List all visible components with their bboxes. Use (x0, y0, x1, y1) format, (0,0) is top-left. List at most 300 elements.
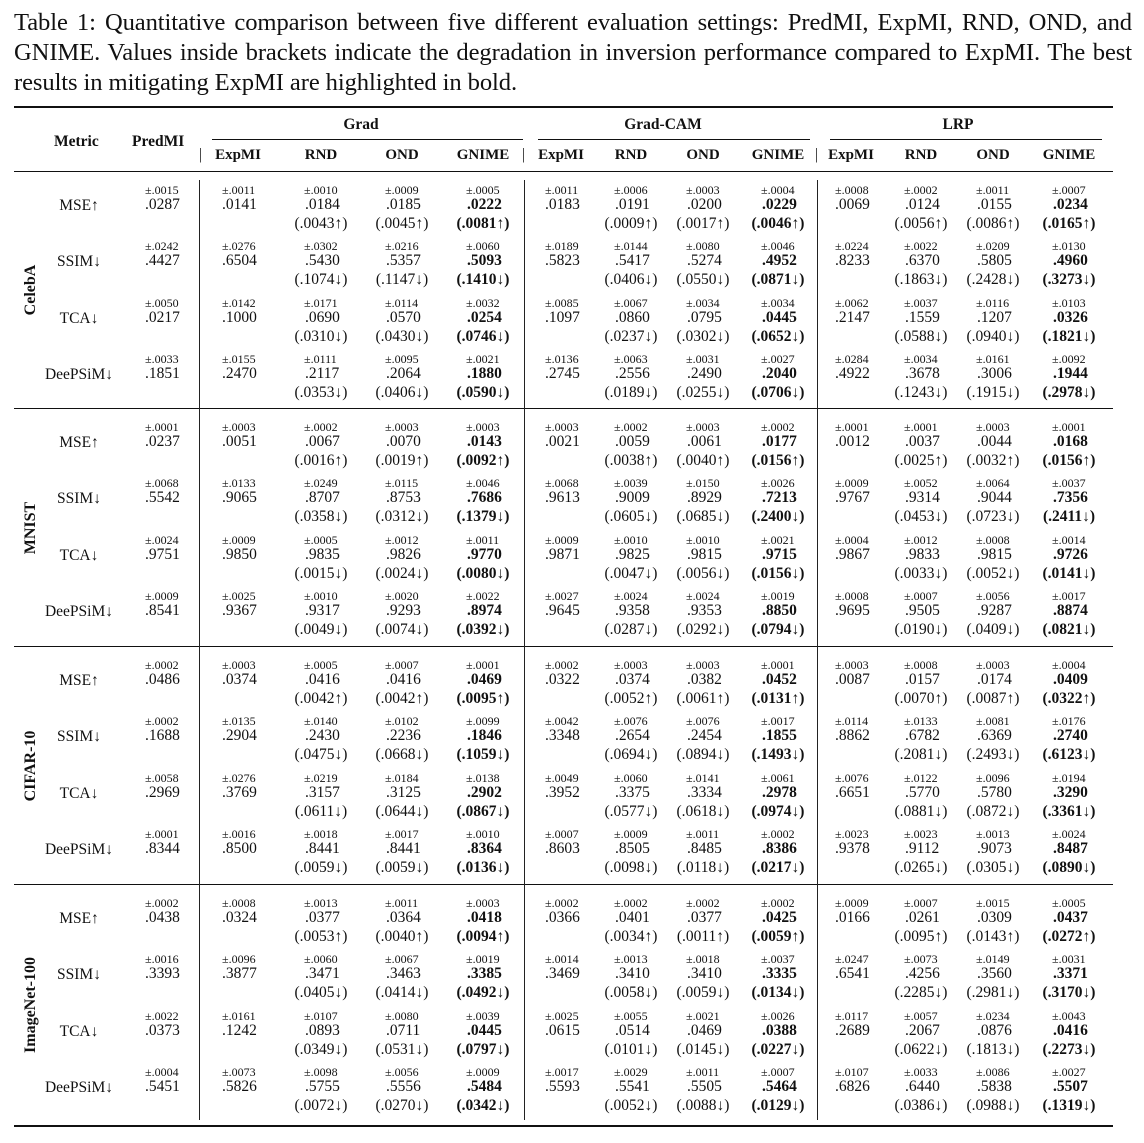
expmi-value: .2470 (222, 364, 257, 382)
ond-value: .0174 (977, 671, 1012, 688)
rnd-std: ±.0063 (614, 351, 648, 366)
gnime-degradation: (.0706↓) (751, 383, 805, 401)
rnd-value: .2430 (305, 727, 340, 745)
gnime-degradation: (.0156↓) (751, 564, 805, 582)
ond-value: .8485 (687, 839, 722, 857)
ond-degradation: (.0088↓) (676, 1096, 730, 1114)
predmi-value: .0287 (145, 196, 180, 213)
rnd-std: ±.0111 (304, 351, 337, 366)
gnime-degradation: (.3170↓) (1042, 984, 1096, 1002)
ond-degradation: (.0042↑) (375, 690, 429, 707)
ond-std: ±.0011 (686, 1064, 720, 1079)
expmi-std: ±.0096 (222, 952, 256, 967)
gnime-std: ±.0037 (1052, 476, 1086, 491)
gnime-degradation: (.0867↓) (456, 802, 510, 820)
gnime-degradation: (.0094↑) (456, 928, 510, 945)
ond-degradation: (.0406↓) (375, 383, 429, 401)
metric-column-header: Metric (54, 133, 99, 150)
ond-value: .0795 (687, 308, 722, 326)
rnd-value: .6370 (905, 252, 940, 270)
rnd-value: .9358 (615, 601, 650, 619)
ond-value: .5274 (687, 252, 722, 270)
gnime-std: ±.0017 (1052, 588, 1086, 603)
ond-std: ±.0003 (976, 658, 1010, 672)
expmi-std: ±.0062 (835, 295, 869, 310)
rnd-degradation: (.0038↑) (604, 452, 658, 469)
expmi-std: ±.0284 (835, 351, 869, 366)
expmi-std: ±.0002 (545, 658, 579, 672)
gnime-degradation: (.6123↓) (1042, 746, 1096, 764)
ond-degradation: (.0019↑) (375, 452, 429, 469)
ond-std: ±.0141 (686, 770, 720, 785)
ond-std: ±.0115 (385, 476, 419, 491)
expmi-std: ±.0009 (835, 476, 869, 491)
ond-degradation: (.1813↓) (966, 1040, 1020, 1058)
column-header-rnd: RND (904, 147, 938, 163)
expmi-value: .8233 (835, 252, 870, 270)
table-top-rule (14, 106, 1113, 108)
ond-degradation: (.0894↓) (676, 746, 730, 764)
rnd-value: .0037 (905, 433, 940, 450)
rnd-std: ±.0001 (904, 420, 938, 434)
gnime-degradation: (.0392↓) (456, 620, 510, 638)
ond-std: ±.0149 (976, 952, 1010, 967)
ond-std: ±.0011 (976, 183, 1010, 197)
dataset-label: MNIST (22, 501, 39, 554)
ond-value: .0570 (386, 308, 421, 326)
dataset-label: CelebA (22, 264, 39, 316)
ond-value: .8753 (386, 489, 421, 507)
ond-std: ±.0011 (385, 896, 419, 910)
gnime-degradation: (.0134↓) (751, 984, 805, 1002)
gnime-std: ±.0032 (466, 295, 500, 310)
ond-value: .9287 (977, 601, 1012, 619)
gnime-std: ±.0005 (466, 183, 500, 197)
metric-label: TCA↓ (59, 1022, 99, 1040)
rnd-value: .0184 (305, 196, 340, 213)
gnime-degradation: (.0652↓) (751, 327, 805, 345)
gnime-degradation: (.1379↓) (456, 508, 510, 526)
gnime-std: ±.0004 (1052, 658, 1086, 672)
expmi-std: ±.0133 (222, 476, 256, 491)
expmi-std: ±.0009 (545, 532, 579, 547)
expmi-value: .1242 (222, 1021, 257, 1039)
ond-value: .9353 (687, 601, 722, 619)
header-separator: | (522, 146, 526, 163)
group-underline (212, 139, 523, 140)
gnime-degradation: (.0590↓) (456, 383, 510, 401)
predmi-column-header: PredMI (132, 133, 185, 150)
section-rule (14, 408, 1113, 409)
rnd-value: .5417 (615, 252, 650, 270)
rnd-degradation: (.0058↓) (604, 984, 658, 1002)
gnime-std: ±.0017 (761, 714, 795, 729)
predmi-value: .5451 (145, 1077, 180, 1095)
expmi-value: .5823 (545, 252, 580, 270)
expmi-std: ±.0003 (545, 420, 579, 434)
gnime-degradation: (.0227↓) (751, 1040, 805, 1058)
rnd-value: .0261 (905, 909, 940, 926)
ond-degradation: (.0430↓) (375, 327, 429, 345)
expmi-value: .6651 (835, 783, 870, 801)
gnime-degradation: (.0342↓) (456, 1096, 510, 1114)
expmi-value: .1000 (222, 308, 257, 326)
expmi-std: ±.0003 (222, 658, 256, 672)
rnd-degradation: (.0052↓) (604, 1096, 658, 1114)
rnd-degradation: (.0611↓) (294, 802, 348, 820)
gnime-value: .1855 (762, 727, 797, 745)
rnd-std: ±.0005 (304, 658, 338, 672)
predmi-value: .8541 (145, 601, 180, 619)
rnd-std: ±.0034 (904, 351, 938, 366)
expmi-std: ±.0049 (545, 770, 579, 785)
ond-std: ±.0095 (385, 351, 419, 366)
expmi-value: .5826 (222, 1077, 257, 1095)
rnd-std: ±.0037 (904, 295, 938, 310)
rnd-std: ±.0018 (304, 826, 338, 841)
ond-value: .9073 (977, 839, 1012, 857)
gnime-std: ±.0130 (1052, 239, 1086, 254)
expmi-std: ±.0007 (545, 826, 579, 841)
rnd-degradation: (.0072↓) (294, 1096, 348, 1114)
expmi-value: .0021 (545, 433, 580, 450)
gnime-value: .2040 (762, 364, 797, 382)
rnd-degradation: (.0190↓) (894, 620, 948, 638)
rnd-degradation: (.0049↓) (294, 620, 348, 638)
ond-std: ±.0021 (686, 1008, 720, 1023)
gnime-value: .0388 (762, 1021, 797, 1039)
rnd-degradation: (.0042↑) (294, 690, 348, 707)
rnd-std: ±.0010 (304, 588, 338, 603)
rnd-value: .2067 (905, 1021, 940, 1039)
gnime-degradation: (.2273↓) (1042, 1040, 1096, 1058)
ond-degradation: (.0011↑) (676, 928, 730, 945)
gnime-std: ±.0046 (466, 476, 500, 491)
expmi-std: ±.0247 (835, 952, 869, 967)
gnime-value: .3385 (467, 965, 502, 983)
ond-degradation: (.0056↓) (676, 564, 730, 582)
rnd-std: ±.0002 (614, 896, 648, 910)
ond-value: .2236 (386, 727, 421, 745)
ond-value: .0469 (687, 1021, 722, 1039)
gnime-std: ±.0099 (466, 714, 500, 729)
rnd-std: ±.0013 (614, 952, 648, 967)
ond-value: .0044 (977, 433, 1012, 450)
ond-std: ±.0209 (976, 239, 1010, 254)
ond-value: .3334 (687, 783, 722, 801)
expmi-value: .0322 (545, 671, 580, 688)
expmi-value: .3469 (545, 965, 580, 983)
expmi-value: .0374 (222, 671, 257, 688)
ond-degradation: (.0052↓) (966, 564, 1020, 582)
expmi-value: .3877 (222, 965, 257, 983)
gnime-std: ±.0024 (1052, 826, 1086, 841)
predmi-std: ±.0002 (145, 896, 179, 910)
gnime-std: ±.0002 (761, 826, 795, 841)
expmi-std: ±.0027 (545, 588, 579, 603)
gnime-value: .0168 (1053, 433, 1088, 450)
ond-std: ±.0080 (385, 1008, 419, 1023)
ond-degradation: (.0032↑) (966, 452, 1020, 469)
rnd-std: ±.0098 (304, 1064, 338, 1079)
expmi-std: ±.0085 (545, 295, 579, 310)
expmi-value: .0324 (222, 909, 257, 926)
ond-value: .0711 (386, 1021, 421, 1039)
rnd-std: ±.0022 (904, 239, 938, 254)
predmi-value: .1688 (145, 727, 180, 745)
gnime-degradation: (.0081↑) (456, 215, 510, 232)
expmi-std: ±.0009 (835, 896, 869, 910)
gnime-std: ±.0019 (761, 588, 795, 603)
predmi-value: .0217 (145, 308, 180, 326)
predmi-value: .3393 (145, 965, 180, 983)
gnime-std: ±.0011 (466, 532, 500, 547)
gnime-value: .9715 (762, 545, 797, 563)
expmi-value: .2745 (545, 364, 580, 382)
predmi-value: .0438 (145, 909, 180, 926)
gnime-value: .4952 (762, 252, 797, 270)
ond-degradation: (.0414↓) (375, 984, 429, 1002)
column-header-expmi: ExpMI (215, 147, 261, 163)
expmi-value: .0051 (222, 433, 257, 450)
rnd-degradation: (.0577↓) (604, 802, 658, 820)
expmi-value: .1097 (545, 308, 580, 326)
ond-std: ±.0012 (385, 532, 419, 547)
rnd-std: ±.0007 (904, 896, 938, 910)
gnime-value: .3290 (1053, 783, 1088, 801)
ond-value: .0876 (977, 1021, 1012, 1039)
rnd-std: ±.0073 (904, 952, 938, 967)
gnime-degradation: (.0890↓) (1042, 858, 1096, 876)
gnime-value: .5507 (1053, 1077, 1088, 1095)
expmi-value: .9695 (835, 601, 870, 619)
column-header-ond: OND (686, 147, 720, 163)
rnd-value: .4256 (905, 965, 940, 983)
expmi-value: .0012 (835, 433, 870, 450)
header-separator: | (199, 146, 203, 163)
expmi-value: .6504 (222, 252, 257, 270)
gnime-value: .0445 (467, 1021, 502, 1039)
expmi-std: ±.0003 (835, 658, 869, 672)
rnd-value: .3410 (615, 965, 650, 983)
gnime-degradation: (.2978↓) (1042, 383, 1096, 401)
expmi-value: .2147 (835, 308, 870, 326)
gnime-std: ±.0103 (1052, 295, 1086, 310)
ond-std: ±.0003 (686, 183, 720, 197)
ond-value: .9044 (977, 489, 1012, 507)
ond-value: .6369 (977, 727, 1012, 745)
ond-value: .0416 (386, 671, 421, 688)
predmi-value: .5542 (145, 489, 180, 507)
predmi-std: ±.0242 (145, 239, 179, 254)
gnime-std: ±.0027 (1052, 1064, 1086, 1079)
rnd-std: ±.0033 (904, 1064, 938, 1079)
ond-value: .0155 (977, 196, 1012, 213)
expmi-value: .9871 (545, 545, 580, 563)
gnime-degradation: (.0131↑) (751, 690, 805, 707)
expmi-value: .4922 (835, 364, 870, 382)
ond-value: .5805 (977, 252, 1012, 270)
rnd-std: ±.0055 (614, 1008, 648, 1023)
ond-value: .1207 (977, 308, 1012, 326)
ond-value: .9293 (386, 601, 421, 619)
gnime-degradation: (.1493↓) (751, 746, 805, 764)
gnime-degradation: (.0322↑) (1042, 690, 1096, 707)
group-underline (830, 139, 1102, 140)
expmi-std: ±.0014 (545, 952, 579, 967)
rnd-degradation: (.0453↓) (894, 508, 948, 526)
predmi-std: ±.0009 (145, 588, 179, 603)
gnime-value: .5484 (467, 1077, 502, 1095)
ond-std: ±.0017 (385, 826, 419, 841)
ond-std: ±.0003 (385, 420, 419, 434)
ond-value: .0070 (386, 433, 421, 450)
expmi-value: .9767 (835, 489, 870, 507)
column-header-expmi: ExpMI (538, 147, 584, 163)
gnime-degradation: (.2400↓) (751, 508, 805, 526)
gnime-std: ±.0021 (466, 351, 500, 366)
rnd-std: ±.0005 (304, 532, 338, 547)
ond-degradation: (.0723↓) (966, 508, 1020, 526)
rnd-value: .5770 (905, 783, 940, 801)
ond-std: ±.0010 (686, 532, 720, 547)
gnime-value: .0418 (467, 909, 502, 926)
gnime-std: ±.0031 (1052, 952, 1086, 967)
ond-std: ±.0003 (686, 420, 720, 434)
column-header-ond: OND (976, 147, 1010, 163)
ond-value: .5838 (977, 1077, 1012, 1095)
gnime-value: .8386 (762, 839, 797, 857)
table-caption: Table 1: Quantitative comparison between five different evaluation settings: PredMI, ExpMI, RND, OND, and GNIME. Values inside brackets indicate the degradation in inversion performance compared to ExpMI. The best results in mitigating ExpMI are highlighted in bold. (14, 9, 1132, 96)
rnd-value: .0157 (905, 671, 940, 688)
ond-std: ±.0020 (385, 588, 419, 603)
gnime-degradation: (.0821↓) (1042, 620, 1096, 638)
rnd-degradation: (.0053↑) (294, 928, 348, 945)
rnd-value: .2117 (305, 364, 340, 382)
rnd-degradation: (.0237↓) (604, 327, 658, 345)
metric-label: TCA↓ (59, 784, 99, 802)
ond-degradation: (.0040↑) (375, 928, 429, 945)
gnime-value: .1880 (467, 364, 502, 382)
gnime-std: ±.0001 (466, 658, 500, 672)
rnd-value: .1559 (905, 308, 940, 326)
gnime-value: .5464 (762, 1077, 797, 1095)
ond-std: ±.0003 (976, 420, 1010, 434)
ond-degradation: (.0312↓) (375, 508, 429, 526)
rnd-value: .5541 (615, 1077, 650, 1095)
ond-std: ±.0116 (976, 295, 1010, 310)
ond-value: .0364 (386, 909, 421, 926)
ond-std: ±.0031 (686, 351, 720, 366)
predmi-value: .4427 (145, 252, 180, 270)
rnd-degradation: (.0070↑) (894, 690, 948, 707)
expmi-value: .8603 (545, 839, 580, 857)
ond-degradation: (.0550↓) (676, 271, 730, 289)
expmi-value: .0087 (835, 671, 870, 688)
ond-value: .3560 (977, 965, 1012, 983)
ond-value: .0382 (687, 671, 722, 688)
rnd-std: ±.0010 (304, 183, 338, 197)
metric-label: DeePSiM↓ (44, 365, 114, 383)
ond-value: .0185 (386, 196, 421, 213)
rnd-degradation: (.0310↓) (294, 327, 348, 345)
rnd-value: .0067 (305, 433, 340, 450)
metric-label: MSE↑ (59, 197, 99, 214)
gnime-std: ±.0037 (761, 952, 795, 967)
gnime-value: .2902 (467, 783, 502, 801)
gnime-degradation: (.1821↓) (1042, 327, 1096, 345)
predmi-value: .0237 (145, 433, 180, 450)
gnime-value: .0326 (1053, 308, 1088, 326)
expmi-value: .6541 (835, 965, 870, 983)
rnd-value: .5755 (305, 1077, 340, 1095)
rnd-value: .0690 (305, 308, 340, 326)
ond-std: ±.0003 (686, 658, 720, 672)
gnime-degradation: (.0136↓) (456, 858, 510, 876)
column-separator (817, 180, 818, 1120)
expmi-std: ±.0008 (835, 183, 869, 197)
metric-label: TCA↓ (59, 546, 99, 564)
expmi-value: .0166 (835, 909, 870, 926)
gnime-std: ±.0046 (761, 239, 795, 254)
gnime-std: ±.0026 (761, 476, 795, 491)
expmi-std: ±.0011 (545, 183, 579, 197)
ond-degradation: (.0074↓) (375, 620, 429, 638)
expmi-value: .3348 (545, 727, 580, 745)
ond-std: ±.0034 (686, 295, 720, 310)
rnd-value: .9833 (905, 545, 940, 563)
metric-label: MSE↑ (59, 672, 99, 689)
gnime-std: ±.0002 (761, 420, 795, 434)
rnd-std: ±.0029 (614, 1064, 648, 1079)
rnd-std: ±.0144 (614, 239, 648, 254)
section-rule (14, 646, 1113, 647)
rnd-std: ±.0219 (304, 770, 338, 785)
expmi-std: ±.0011 (222, 183, 256, 197)
rnd-std: ±.0002 (614, 420, 648, 434)
gnime-value: .7213 (762, 489, 797, 507)
rnd-std: ±.0002 (904, 183, 938, 197)
gnime-std: ±.0022 (466, 588, 500, 603)
gnime-degradation: (.0156↑) (751, 452, 805, 469)
rnd-degradation: (.0095↑) (894, 928, 948, 945)
expmi-std: ±.0016 (222, 826, 256, 841)
rnd-value: .0377 (305, 909, 340, 926)
expmi-std: ±.0068 (545, 476, 579, 491)
ond-std: ±.0114 (385, 295, 419, 310)
predmi-value: .9751 (145, 545, 180, 563)
gnime-degradation: (.3361↓) (1042, 802, 1096, 820)
expmi-std: ±.0189 (545, 239, 579, 254)
gnime-value: .3371 (1053, 965, 1088, 983)
expmi-value: .9613 (545, 489, 580, 507)
rnd-value: .6440 (905, 1077, 940, 1095)
rnd-value: .2556 (615, 364, 650, 382)
predmi-std: ±.0016 (145, 952, 179, 967)
rnd-value: .0374 (615, 671, 650, 688)
ond-degradation: (.0618↓) (676, 802, 730, 820)
gnime-value: .2740 (1053, 727, 1088, 745)
predmi-value: .0486 (145, 671, 180, 688)
expmi-std: ±.0161 (222, 1008, 256, 1023)
expmi-std: ±.0025 (545, 1008, 579, 1023)
ond-std: ±.0216 (385, 239, 419, 254)
predmi-std: ±.0022 (145, 1008, 179, 1023)
ond-degradation: (.0145↓) (676, 1040, 730, 1058)
expmi-std: ±.0107 (835, 1064, 869, 1079)
ond-value: .3410 (687, 965, 722, 983)
rnd-value: .0893 (305, 1021, 340, 1039)
